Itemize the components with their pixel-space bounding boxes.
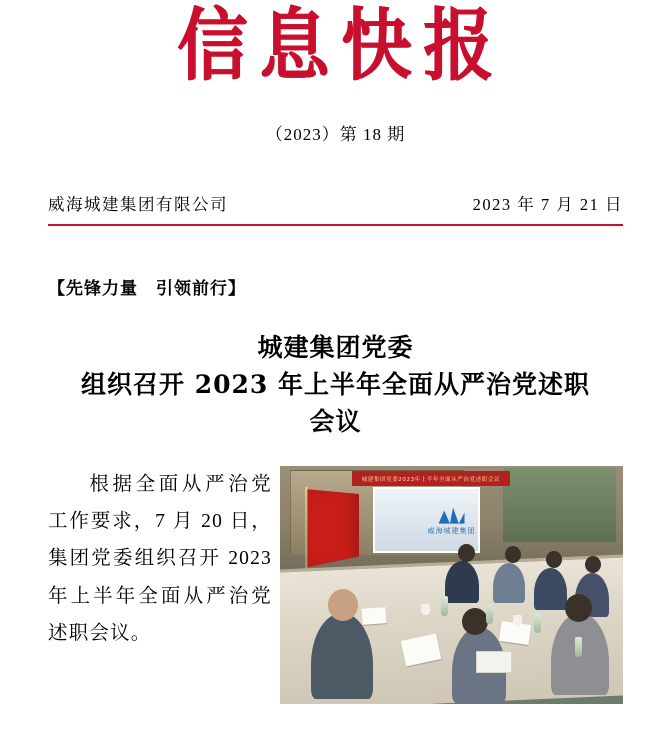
photo-document	[362, 607, 387, 625]
photo-person-foreground	[311, 613, 373, 699]
photo-person-head	[505, 546, 521, 563]
photo-person-head	[585, 556, 601, 573]
photo-water-bottle	[486, 604, 493, 624]
photo-person	[493, 563, 525, 603]
article-title	[48, 329, 623, 440]
photo-person	[534, 568, 567, 610]
photo-banner-text: 城建集团党委2023年上半年全面从严治党述职会议	[361, 476, 501, 483]
photo-person	[445, 561, 479, 603]
photo-cup	[421, 604, 430, 615]
issue-number: （2023）第 18 期	[265, 124, 406, 144]
header-divider	[48, 224, 623, 226]
masthead-title: 信息快报	[177, 0, 506, 92]
publisher-name: 威海城建集团有限公司	[48, 194, 228, 214]
photo-water-bottle	[441, 596, 448, 616]
photo-water-bottle	[534, 613, 541, 633]
masthead	[48, 0, 623, 92]
photo-water-bottle	[575, 637, 582, 657]
meeting-photo	[280, 466, 623, 704]
photo-person-head	[546, 551, 562, 568]
paragraph-text: 根据全面从严治党工作要求，7 月 20 日，集团党委组织召开 2023 年上半年全面从严治党述职会议。	[48, 473, 272, 645]
publication-date: 2023 年 7 月 21 日	[472, 194, 623, 214]
photo-person-head	[462, 608, 488, 635]
photo-document	[401, 633, 442, 666]
publisher-row	[48, 191, 623, 215]
photo-tissue-box	[476, 651, 512, 673]
article-title-line-3: 会议	[309, 406, 362, 436]
photo-person-head	[565, 594, 592, 622]
photo-attendees	[280, 466, 623, 704]
article-title-line-1: 城建集团党委	[257, 332, 414, 362]
article-title-line-2: 组织召开 2023 年上半年全面从严治党述职	[81, 369, 590, 399]
article-body	[48, 466, 623, 696]
photo-person-head	[458, 544, 475, 562]
photo-logo-text: 威海城建集团	[427, 527, 476, 536]
column-heading: 【先锋力量 引领前行】	[48, 278, 246, 298]
